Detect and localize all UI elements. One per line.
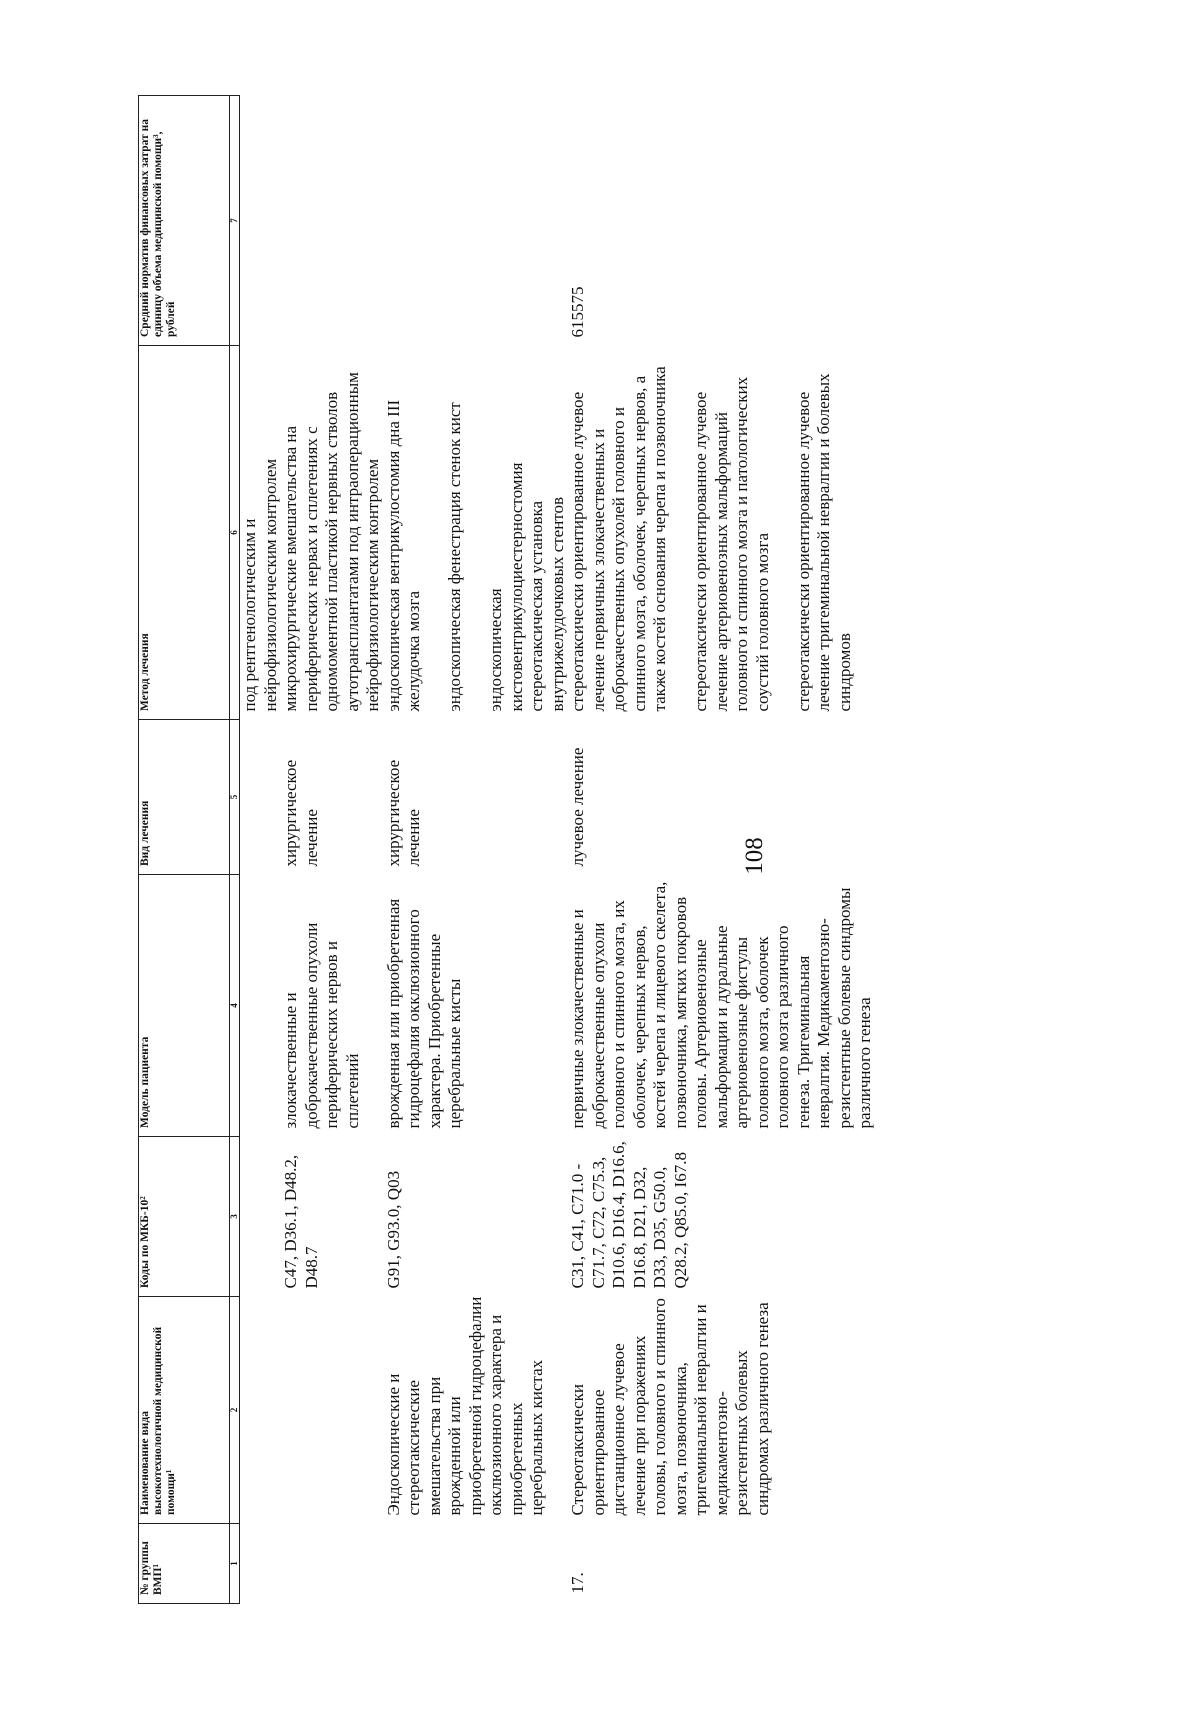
cell-codes: C31, C41, C71.0 - C71.7, C72, C75.3, D10.6, D16.4, D16.6, D16.8, D21, D32, D33, D35, G50.0, Q28.2, Q85.0, I67.8 xyxy=(568,1141,690,1289)
method-item: стереотаксически ориентированное лучевое лечение первичных злокачественных и доброкачественных опухолей головного и спинного мозга, оболочек, черепных нервов, а также костей основания черепа и позвоночника xyxy=(568,366,669,712)
cell-codes: C47, D36.1, D48.2, D48.7 xyxy=(281,1154,321,1289)
column-number-row xyxy=(230,96,240,1604)
header-model: Модель пациента xyxy=(139,875,230,1137)
cell-model: злокачественные и доброкачественные опухоли периферических нервов и сплетений xyxy=(281,922,362,1129)
cell-cost xyxy=(240,96,282,346)
cell-model: врожденная или приобретенная гидроцефалия окклюзионного характера. Приобретенные церебральные кисты xyxy=(383,898,464,1129)
table-row xyxy=(384,96,569,1604)
cell-group xyxy=(384,1524,569,1604)
table-header-row xyxy=(139,96,230,1604)
method-item: стереотаксически ориентированное лучевое лечение артериовенозных мальформаций головного и спинного мозга и патологических соустий головного мозга xyxy=(691,376,772,712)
cell-treatment: хирургическое лечение xyxy=(281,759,321,867)
cell-model xyxy=(240,875,282,1137)
column-number: 2 xyxy=(230,1297,240,1524)
cell-cost xyxy=(384,96,569,346)
cell-name: Эндоскопические и стереотаксические вмешательства при врожденной или приобретенной гидроцефалии окклюзионного характера и приобретенных церебральных кистах xyxy=(383,1296,546,1516)
cell-codes xyxy=(240,1137,282,1297)
column-number: 3 xyxy=(230,1137,240,1297)
cell-codes: G91, G93.0, Q03 xyxy=(383,1170,403,1289)
method-item: под рентгенологическим и нейрофизиологическим контролем xyxy=(240,458,280,712)
cell-treatment: хирургическое лечение xyxy=(383,759,423,867)
cell-name xyxy=(240,1297,282,1524)
rotated-page-content xyxy=(138,96,1059,1604)
cell-treatment xyxy=(240,720,282,875)
cell-name: Стереотаксически ориентированное дистанционное лучевое лечение при поражениях головы, головного и спинного мозга, позвоночника, тригеминальной невралгии и медикаментозно-резистентных болевых синдромах различного генеза xyxy=(568,1298,772,1516)
cell-cost: 615575 xyxy=(568,286,587,338)
cell-group xyxy=(240,1524,282,1604)
cell-group: 17. xyxy=(568,1572,587,1594)
header-codes: Коды по МКБ-10² xyxy=(139,1137,230,1297)
cell-name xyxy=(281,1297,384,1524)
cell-model: первичные злокачественные и доброкачественные опухоли головного и спинного мозга, их оболочек, черепных нервов, костей черепа и лицевого скелета, позвоночника, мягких покровов головы. Артериовенозные мальформации и дуральные артериовенозные фистулы головного мозга, оболочек головного мозга различного генеза. Тригеминальная невралгия. Медикаментозно-резистентные болевые синдромы различного генеза xyxy=(568,881,874,1129)
column-number: 1 xyxy=(230,1524,240,1604)
cell-treatment: лучевое лечение xyxy=(568,747,587,867)
cell-method xyxy=(384,346,569,720)
page-number: 108 xyxy=(741,837,768,875)
cell-method xyxy=(568,346,876,720)
vmp-table xyxy=(138,95,876,1604)
header-group: № группы ВМП¹ xyxy=(139,1524,230,1604)
cell-method xyxy=(240,346,282,720)
method-item: эндоскопическая фенестрация стенок кист xyxy=(445,402,464,712)
header-name: Наименование вида высокотехнологичной медицинской помощи¹ xyxy=(139,1297,230,1524)
column-number: 4 xyxy=(230,875,240,1137)
header-treatment: Вид лечения xyxy=(139,720,230,875)
header-cost: Средний норматив финансовых затрат на единицу объема медицинской помощи³, рублей xyxy=(139,96,230,346)
method-item: стереотаксическая установка внутрижелудочковых стентов xyxy=(527,496,567,712)
method-item: микрохирургические вмешательства на периферических нервах и сплетениях с одномоментной пластикой нервных стволов аутотрансплантатами под интраоперационным нейрофизиологическим контролем xyxy=(281,372,382,712)
method-item: стереотаксически ориентированное лучевое лечение тригеминальной невралгии и болевых синдромов xyxy=(793,373,854,712)
column-number: 7 xyxy=(230,96,240,346)
method-item: эндоскопическая вентрикулостомия дна III желудочка мозга xyxy=(383,399,423,712)
cell-cost xyxy=(281,96,384,346)
table-row xyxy=(240,96,282,1604)
column-number: 5 xyxy=(230,720,240,875)
cell-method xyxy=(281,346,384,720)
column-number: 6 xyxy=(230,346,240,720)
header-method: Метод лечения xyxy=(139,346,230,720)
method-item: эндоскопическая кистовентрикулоциестерностомия xyxy=(486,462,526,712)
table-row xyxy=(568,96,876,1604)
cell-group xyxy=(281,1524,384,1604)
table-row xyxy=(281,96,384,1604)
